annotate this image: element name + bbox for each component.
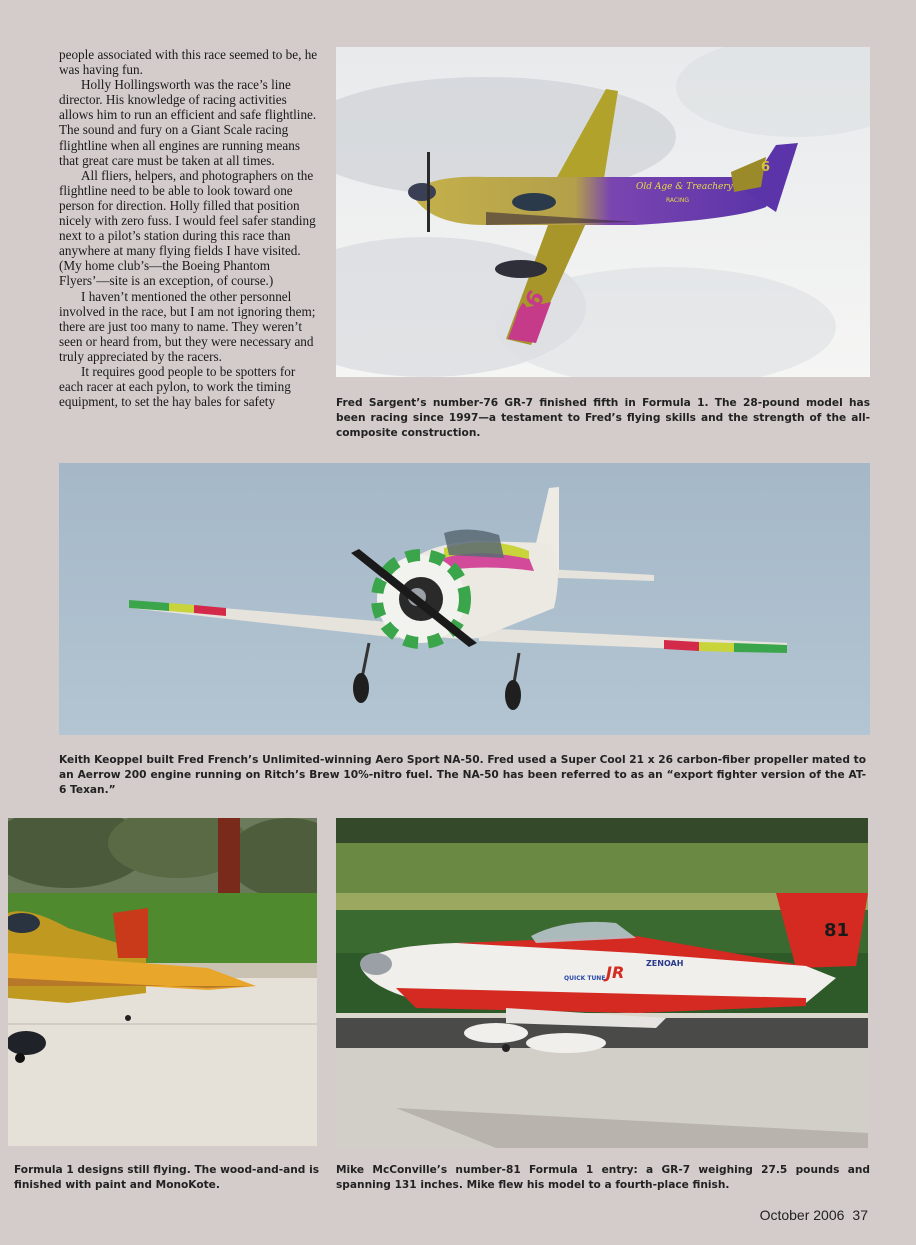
caption-na50: Keith Keoppel built Fred French’s Unlimited-winning Aero Sport NA-50. Fred used a Super Cool 21 x 26 carbon-fiber propeller mated to an Aerrow 200 engine running on Ritch’s Brew 10%-nitro fuel. The NA-50 has been referred to as an “export fighter version of the AT-6 Texan.” <box>59 754 866 796</box>
tail-number: 6 <box>761 160 771 175</box>
page-number: 37 <box>852 1207 868 1223</box>
photo-gr7-76 <box>336 47 870 377</box>
fuselage-lettering: Old Age & Treachery <box>636 182 733 192</box>
photo-gr7-81 <box>336 818 868 1148</box>
article-paragraph: I haven’t mentioned the other personnel involved in the race, but I am not ignoring them; there are just too many to name. They weren’t seen or heard from, but they were necessary and truly appreciated by the racers. <box>59 288 316 364</box>
photo-gr7-76-image <box>336 47 870 377</box>
photo-formula1-wood <box>8 818 317 1146</box>
caption-gr7-81: Mike McConville’s number-81 Formula 1 entry: a GR-7 weighing 27.5 pounds and spanning 131 inches. Mike flew his model to a fourth-place finish. <box>336 1164 870 1191</box>
decal-quick-tune: QUICK TUNE <box>564 975 606 982</box>
fuselage-sublettering: RACING <box>666 197 690 204</box>
caption-formula1-wood: Formula 1 designs still flying. The wood-and-and is finished with paint and MonoKote. <box>14 1164 319 1191</box>
article-paragraph: All fliers, helpers, and photographers on the flightline need to be able to look toward one person for direction. Holly filled that position nicely with zero fuss. I would feel safer standing next to a pilot’s station during this race than anywhere at many flying fields I have visited. (My home club’s—the Boeing Phantom Flyers’—site is an exception, of course.) <box>59 167 316 289</box>
article-body <box>59 47 321 409</box>
photo-gr7-81-image <box>336 818 868 1148</box>
decal-zenoah: ZENOAH <box>646 959 684 968</box>
photo-na50 <box>59 463 870 735</box>
photo-formula1-wood-image <box>8 818 317 1146</box>
page-folio <box>760 1207 868 1223</box>
caption-gr7-76: Fred Sargent’s number-76 GR-7 finished fifth in Formula 1. The 28-pound model has been racing since 1997—a testament to Fred’s flying skills and the strength of the all-composite construction. <box>336 397 870 439</box>
article-paragraph: Holly Hollingsworth was the race’s line director. His knowledge of racing activities allows him to run an efficient and safe flightline. The sound and fury on a Giant Scale racing flightline when all engines are running means that great care must be taken at all times. <box>59 77 317 168</box>
issue-date: October 2006 <box>759 1207 845 1223</box>
article-paragraph: people associated with this race seemed to be, he was having fun. <box>59 47 318 78</box>
article-paragraph: It requires good people to be spotters for each racer at each pylon, to work the timing equipment, to set the hay bales for safety <box>59 363 296 410</box>
tail-number: 81 <box>824 920 850 941</box>
photo-na50-image <box>59 463 870 735</box>
wing-number: 76 <box>513 286 551 326</box>
decal-jr: JR <box>606 963 625 982</box>
